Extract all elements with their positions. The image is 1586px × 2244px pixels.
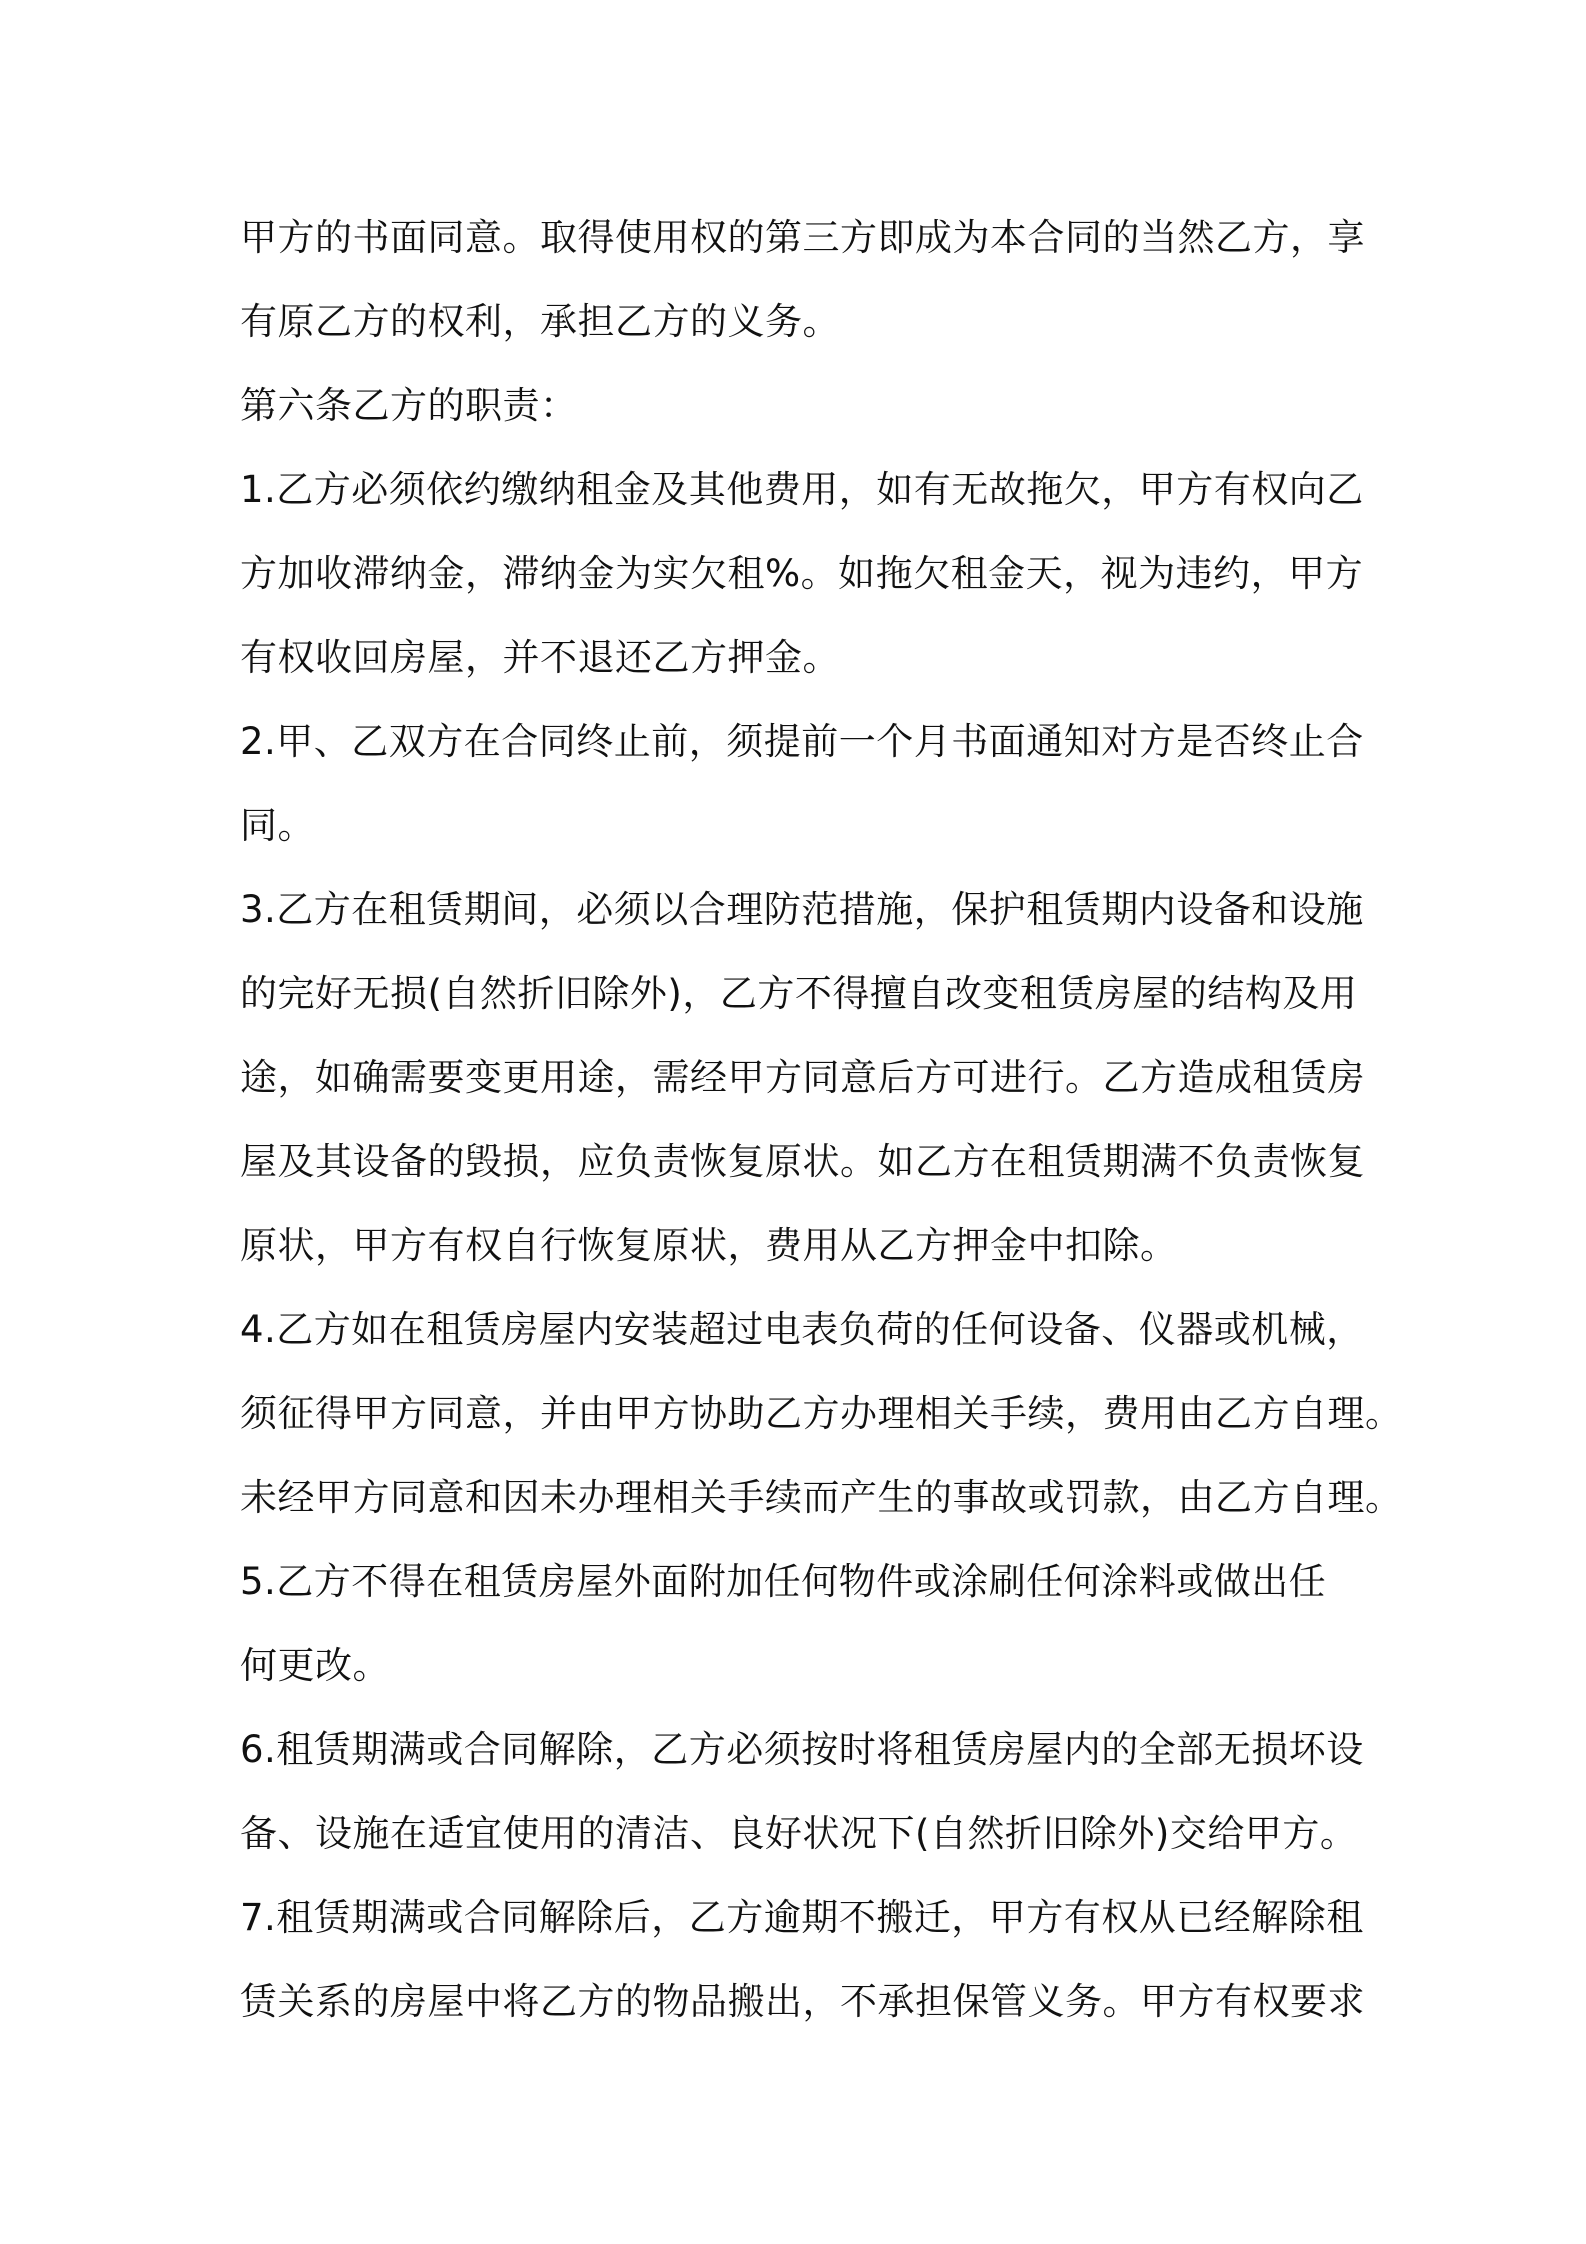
text-line: 方加收滞纳金，滞纳金为实欠租%。如拖欠租金天，视为违约，甲方 (240, 552, 1364, 595)
text-line: 须征得甲方同意，并由甲方协助乙方办理相关手续，费用由乙方自理。 (240, 1392, 1403, 1435)
text-line: 1.乙方必须依约缴纳租金及其他费用，如有无故拖欠，甲方有权向乙 (240, 468, 1364, 511)
text-line: 备、设施在适宜使用的清洁、良好状况下(自然折旧除外)交给甲方。 (240, 1812, 1358, 1855)
contract-text (240, 196, 1403, 2044)
text-line: 5.乙方不得在租赁房屋外面附加任何物件或涂刷任何涂料或做出任 (240, 1560, 1327, 1603)
text-line: 原状，甲方有权自行恢复原状，费用从乙方押金中扣除。 (240, 1224, 1178, 1267)
text-line: 途，如确需要变更用途，需经甲方同意后方可进行。乙方造成租赁房 (240, 1056, 1365, 1099)
text-line: 屋及其设备的毁损，应负责恢复原状。如乙方在租赁期满不负责恢复 (240, 1140, 1365, 1183)
text-line: 赁关系的房屋中将乙方的物品搬出，不承担保管义务。甲方有权要求 (240, 1980, 1365, 2023)
text-line: 同。 (240, 804, 315, 847)
article-heading: 第六条乙方的职责： (240, 384, 578, 427)
text-line: 3.乙方在租赁期间，必须以合理防范措施，保护租赁期内设备和设施 (240, 888, 1364, 931)
text-line: 甲方的书面同意。取得使用权的第三方即成为本合同的当然乙方，享 (240, 216, 1365, 259)
text-line: 未经甲方同意和因未办理相关手续而产生的事故或罚款，由乙方自理。 (240, 1476, 1403, 1519)
text-line: 有权收回房屋，并不退还乙方押金。 (240, 636, 840, 679)
text-line: 有原乙方的权利，承担乙方的义务。 (240, 300, 840, 343)
text-line: 2.甲、乙双方在合同终止前，须提前一个月书面通知对方是否终止合 (240, 720, 1364, 763)
text-line: 4.乙方如在租赁房屋内安装超过电表负荷的任何设备、仪器或机械， (240, 1308, 1364, 1351)
text-line: 7.租赁期满或合同解除后，乙方逾期不搬迁，甲方有权从已经解除租 (240, 1896, 1364, 1939)
text-line: 的完好无损(自然折旧除外)，乙方不得擅自改变租赁房屋的结构及用 (240, 972, 1358, 1015)
text-line: 何更改。 (240, 1644, 390, 1687)
text-line: 6.租赁期满或合同解除，乙方必须按时将租赁房屋内的全部无损坏设 (240, 1728, 1364, 1771)
